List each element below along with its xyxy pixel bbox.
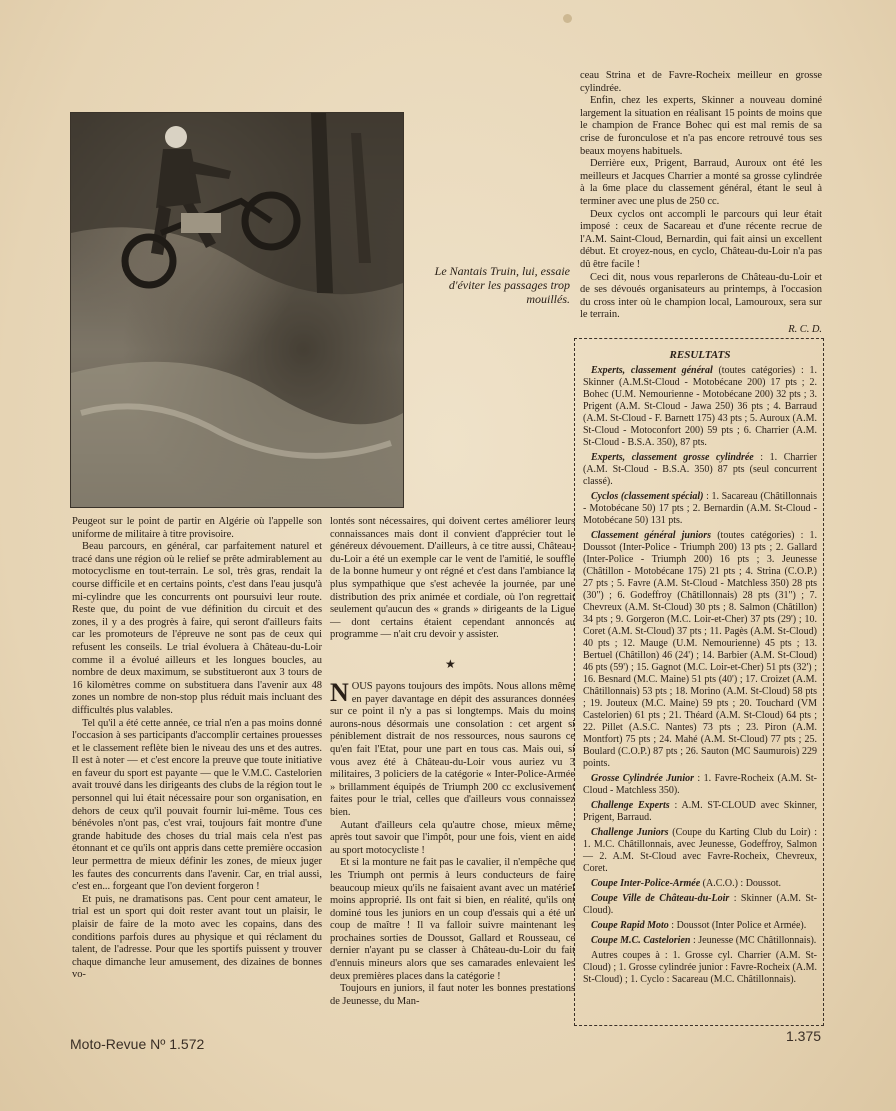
paragraph: Et puis, ne dramatisons pas. Cent pour cent amateur, le trial est un sport qui doit rester avant tout un plaisir, le plaisir de faire de la moto avec les copains, dans des conditions parfois dures au physique et qui réclament du talent, de l'adresse. Pour que les sportifs puissent y trouver chaque dimanche leur amusement, des dizaines de bonnes vo-	[72, 893, 322, 981]
results-entry-heading: Experts, classement général	[591, 365, 713, 376]
photo-illustration	[71, 113, 403, 507]
results-entry-text: : Jeunesse (MC Châtillonnais).	[690, 935, 817, 946]
paragraph-text: OUS payons toujours des impôts. Nous allons même en payer davantage en dépit des assurances données sur ce point il n'y a pas si longtemps. Mais du moins aurons-nous désormais une consolation : cet argent si péniblement distrait de nos ressources, nous saurons ce qu'en fait l'Etat, pour une part en tous cas. Mais oui, si vous avez été à Château-du-Loir vous auriez vu 3 militaires, 3 policiers de la catégorie « Inter-Police-Armée » brillamment équipés de Triumph 200 cc exclusivement faites pour le trial, celles que d'ailleurs vous connaissez bien.	[330, 681, 575, 818]
paragraph: Autant d'ailleurs cela qu'autre chose, mieux même, après tout savoir que l'impôt, pour une fois, vient en aide au sport motocycliste !	[330, 819, 575, 856]
results-box	[574, 338, 824, 1026]
paragraph-with-dropcap	[330, 678, 575, 820]
results-entry-heading: Grosse Cylindrée Junior	[591, 773, 694, 784]
paper-mark	[563, 14, 572, 23]
results-entry-text: Autres coupes à : 1. Grosse cyl. Charrier (A.M. St-Cloud) ; 1. Grosse cylindrée junior : Favre-Rocheix (A.M. St-Cloud) ; 1. Cyclo : Sacareau (M.C. Châtillonnais).	[583, 950, 817, 985]
results-entry-heading: Challenge Experts	[591, 800, 670, 811]
page-number: 1.375	[786, 1028, 822, 1044]
results-entry-text: (Coupe du Karting Club du Loir) : 1. M.C. Châtillonnais, avec Jeunesse, Godeffroy, Salmon — 2. A.M. St-Cloud avec Favre-Rocheix, Chevreux, Coret.	[583, 827, 817, 874]
results-entry-heading: Coupe Inter-Police-Armée	[591, 878, 701, 889]
results-entry-text: : Skinner (A.M. St-Cloud).	[583, 893, 818, 916]
magazine-issue: Moto-Revue Nº 1.572	[70, 1036, 205, 1052]
results-entry-text: (A.C.O.) : Doussot.	[700, 878, 781, 889]
results-entry	[583, 935, 817, 947]
results-entry-text: : 1. Charrier (A.M. St-Cloud - B.S.A. 350) 87 pts (seul concurrent classé).	[583, 452, 818, 487]
results-entry	[583, 452, 817, 488]
results-entry-heading: Coupe Rapid Moto	[591, 920, 669, 931]
results-entry-heading: Coupe M.C. Castelorien	[591, 935, 691, 946]
results-entry	[583, 530, 817, 770]
results-entry-heading: Classement général juniors	[591, 530, 712, 541]
results-list	[583, 365, 817, 986]
results-title: RESULTATS	[669, 349, 731, 361]
results-entry-text: (toutes catégories) : 1. Skinner (A.M.St-Cloud - Motobécane 200) 17 pts ; 2. Bohec (U.M. Nemourienne - Motobécane 200) 32 pts ; 3. Prigent (A.M. St-Cloud - Jawa 250) 36 pts ; 4. Barraud (A.M. St-Cloud - F. Barnett 175) 43 pts ; 5. Auroux (A.M. St-Cloud - Motoconfort 200) 59 pts ; 6. Charrier (A.M. St-Cloud - B.S.A. 350), 87 pts.	[583, 365, 817, 448]
results-entry	[583, 920, 817, 932]
results-entry-text: : A.M. ST-CLOUD avec Skinner, Prigent, Barraud.	[583, 800, 817, 823]
article-column-middle-bottom	[330, 678, 575, 1008]
results-entry	[583, 878, 817, 890]
results-entry	[583, 827, 817, 875]
paragraph: lontés sont nécessaires, qui doivent certes améliorer leurs connaissances mais dont il convient d'apprécier tout le généreux dévouement. D'ailleurs, à ce titre aussi, Château-du-Loir a été un exemple car le vent de l'amitié, le souffle de la bonne humeur y ont régné et c'est dans l'ambiance la plus sympathique que s'est achevée la journée, par une distribution des prix animée et cordiale, où l'on regrettait seulement qu'aucun des « grands » dirigeants de la Ligue — dont certains étaient cependant annoncés au programme — n'ait cru devoir y assister.	[330, 516, 575, 641]
results-entry	[583, 893, 817, 917]
paragraph: Tel qu'il a été cette année, ce trial n'en a pas moins donné l'occasion à ses participants d'accomplir certaines prouesses et le classement reflète bien le niveau des uns et des autres. Il est à noter — et c'est encore la preuve que toute initiative en faveur du sport est payante — que le V.M.C. Castelorien avait trouvé dans les dirigeants des clubs de la région tout le personnel qui lui était nécessaire pour son organisation, en dehors de ceux qu'il pouvait fournir lui-même. Tous ces bénévoles n'ont pas, c'est vrai, toujours fait montre d'une grande habitude des choses du trial mais cela n'est pas étonnant et ce qu'ils ont appris dans cette première occasion leur permettra de mieux définir les zones, de mieux juger les fautes des concurrents dans l'avenir. Car, en trial aussi, c'est en... forgeant que l'on devient forgeron !	[72, 717, 322, 893]
results-entry	[583, 491, 817, 527]
paragraph: Peugeot sur le point de partir en Algérie où l'appelle son uniforme de militaire à titre provisoire.	[72, 516, 322, 540]
results-entry-heading: Experts, classement grosse cylindrée	[591, 452, 754, 463]
article-column-left	[72, 516, 322, 982]
paragraph: Toujours en juniors, il faut noter les bonnes prestations de Jeunesse, du Man-	[330, 983, 575, 1007]
results-entry	[583, 800, 817, 824]
results-entry-text: (toutes catégories) : 1. Doussot (Inter-Police - Triumph 200) 13 pts ; 2. Gallard (Inter-Police - Triumph 200) 16 pts ; 3. Jeunesse (Châtillon - Motobécane 175) 21 pts ; 4. Strina (C.O.P.) 27 pts ; 5. Favre (A.M. St-Cloud - Matchless 350) 28 pts (30") ; 6. Godeffroy (Châtillonnais) 28 pts (31") ; 7. Chevreux (A.M. St-Cloud) 30 pts ; 8. Salmon (Châtillon) 34 pts ; 9. Gorgeron (M.C. Loir-et-Cher) 37 pts (29') ; 10. Coret (A.M. St-Cloud) 37 pts ; 11. Pagès (A.M. St-Cloud) 40 pts ; 12. Mauge (U.M. Nemourienne) 45 pts ; 13. Bertuel (Châtillon) 46 (24') ; 14. Barbier (A.M. St-Cloud) 46 pts (59') ; 15. Gagnot (M.C. Loir-et-Cher) 51 pts (32') ; 16. Besnard (M.C. Maine) 51 pts (40') ; 17. Croizet (A.M. Châtillonnais) 53 pts ; 18. Morino (A.M. St-Cloud) 58 pts ; 19. Jouteux (M.C. Maine) 59 pts ; 20. Touchard (VM Castelorien) 61 pts ; 21. Théard (A.M. St-Cloud) 64 pts ; 22. Pillet (A.S.C. Nantes) 73 pts ; 23. Piron (A.M. Montfort) 75 pts ; 24. Mahé (A.M. St-Cloud) 77 pts ; 25. Boulard (C.O.P.) 87 pts ; 26. Sauton (MC Saumurois) 229 points.	[583, 530, 817, 769]
results-entry-text: : 1. Sacareau (Châtillonnais - Motobécane 50) 17 pts ; 2. Bernardin (A.M. St-Cloud - Motobécane 50) 131 pts.	[583, 491, 817, 526]
results-entry-heading: Coupe Ville de Château-du-Loir	[591, 893, 730, 904]
photo-caption: Le Nantais Truin, lui, essaie d'éviter les passages trop mouillés.	[434, 264, 570, 306]
author-signature: R. C. D.	[788, 323, 822, 335]
paragraph: Deux cyclos ont accompli le parcours qui leur était imposé : ceux de Sacareau et d'une récente recrue de l'A.M. Saint-Cloud, Bernardin, qui fait ainsi un excellent début. Et croyez-nous, en cyclo, Château-du-Loir n'a pas dû être facile !	[580, 208, 822, 270]
section-separator-star: ★	[445, 657, 456, 671]
paragraph: Derrière eux, Prigent, Barraud, Auroux ont été les meilleurs et Jacques Charrier a monté sa grosse cylindrée à la 6me place du classement général, étant le seul à terminer avec une plus de 250 cc.	[580, 158, 822, 207]
results-entry-heading: Cyclos (classement spécial)	[591, 491, 704, 502]
paragraph: ceau Strina et de Favre-Rocheix meilleur en grosse cylindrée.	[580, 70, 822, 94]
results-entry-heading: Challenge Juniors	[591, 827, 669, 838]
results-entry-text: : Doussot (Inter Police et Armée).	[668, 920, 807, 931]
results-entry	[583, 773, 817, 797]
results-entry	[583, 950, 817, 986]
article-column-right-top	[580, 70, 822, 336]
dropcap: N	[330, 678, 349, 707]
paragraph: Enfin, chez les experts, Skinner a nouveau dominé largement la situation en réalisant 15 points de moins que le champion de France Bohec qui est mal remis de sa crise de furonculose et n'a pas encore retrouvé tous ses beaux moyens habituels.	[580, 95, 822, 157]
trial-rider-photo	[70, 112, 404, 508]
results-entry-text: : 1. Favre-Rocheix (A.M. St-Cloud - Matchless 350).	[583, 773, 817, 796]
paragraph: Beau parcours, en général, car parfaitement naturel et tracé dans une région où le relief se prête admirablement au motocyclisme en tout-terrain. Le sol, très gras, rendait la course difficile et en certains points, c'est dans l'eau jusqu'à mi-cylindre que les concurrents ont poursuivi leur route. Reste que, du point de vue définition du circuit et des zones, il y a des progrès à faire, qui seront d'ailleurs faits car les promoteurs de l'épreuve ne sont pas de ceux qui refusent les conseils. Le trial évoluera à Château-du-Loir comme il a évolué ailleurs et les longues boucles, au nombre de deux maximum, se substitueront aux 3 tours de 16 kilomètres comme on substituera dans l'avenir aux 48 zones un nombre de non-stop plus réduit mais incluant des difficultés plus valables.	[72, 541, 322, 716]
paragraph: Et si la monture ne fait pas le cavalier, il n'empêche que les Triumph ont permis à leurs conducteurs de faire beaucoup mieux qu'ils ne faisaient avant avec un matériel moins approprié. Ils ont fait si bien, en réalité, qu'ils ont dominé tous les juniors en un coup d'essais qui a été un coup de maître ! Il va falloir suivre maintenant les prochaines sorties de Doussot, Gallard et Rousseau, ce dernier n'ayant pu se classer à Château-du-Loir du fait d'ennuis mineurs alors que ses camarades enlevaient les deux premières places dans la catégorie !	[330, 857, 575, 982]
paragraph: Ceci dit, nous vous reparlerons de Château-du-Loir et de ses dévoués organisateurs au printemps, à l'occasion du cross inter où le champion local, Lamouroux, sera sur le terrain.	[580, 271, 822, 321]
article-column-middle	[330, 516, 575, 642]
results-entry	[583, 365, 817, 449]
